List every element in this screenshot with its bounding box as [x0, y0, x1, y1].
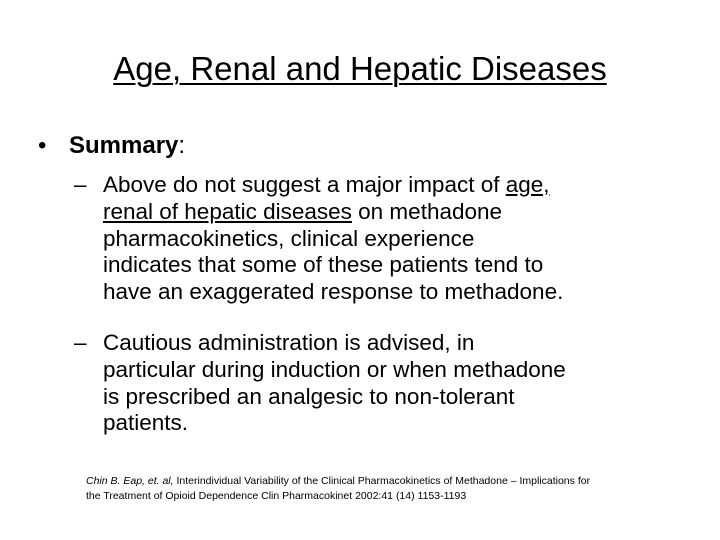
citation-line-2: the Treatment of Opioid Dependence Clin Pharmacokinet 2002:41 (14) 1153-1193 — [86, 490, 467, 502]
subbullet-1 — [74, 172, 694, 306]
citation — [86, 474, 696, 504]
subbullet-2 — [74, 330, 694, 437]
subbullet-2-line-3: is prescribed an analgesic to non-tolerant — [103, 383, 515, 409]
subbullet-1-line-3: pharmacokinetics, clinical experience — [103, 225, 475, 251]
slide-title: Age, Renal and Hepatic Diseases — [113, 50, 607, 87]
underlined-diseases: renal of hepatic diseases — [103, 198, 352, 224]
summary-heading — [69, 131, 185, 161]
dash-marker: – — [74, 172, 87, 197]
summary-colon: : — [178, 132, 186, 159]
underlined-age: age, — [505, 172, 550, 197]
summary-label: Summary — [69, 132, 179, 159]
subbullet-2-line-2: particular during induction or when methadone — [103, 356, 566, 382]
subbullet-1-line-1 — [74, 172, 694, 199]
citation-authors: Chin B. Eap, et. al, — [86, 475, 174, 487]
citation-line-1 — [86, 474, 696, 489]
subbullet-1-text-start: Above do not suggest a major impact of — [103, 172, 506, 197]
subbullet-1-line-2 — [74, 199, 694, 226]
subbullet-1-line-5: have an exaggerated response to methadone. — [103, 279, 564, 305]
subbullet-2-line-1: Cautious administration is advised, in — [103, 330, 475, 355]
citation-title: Interindividual Variability of the Clinical Pharmacokinetics of Methadone – Implications for — [173, 475, 591, 487]
subbullet-1-text-post: on methadone — [351, 198, 503, 224]
dash-marker: – — [74, 330, 87, 355]
subbullet-1-line-4: indicates that some of these patients tend to — [103, 252, 544, 278]
subbullet-2-line-4: patients. — [103, 410, 189, 436]
bullet-marker: • — [38, 132, 47, 159]
